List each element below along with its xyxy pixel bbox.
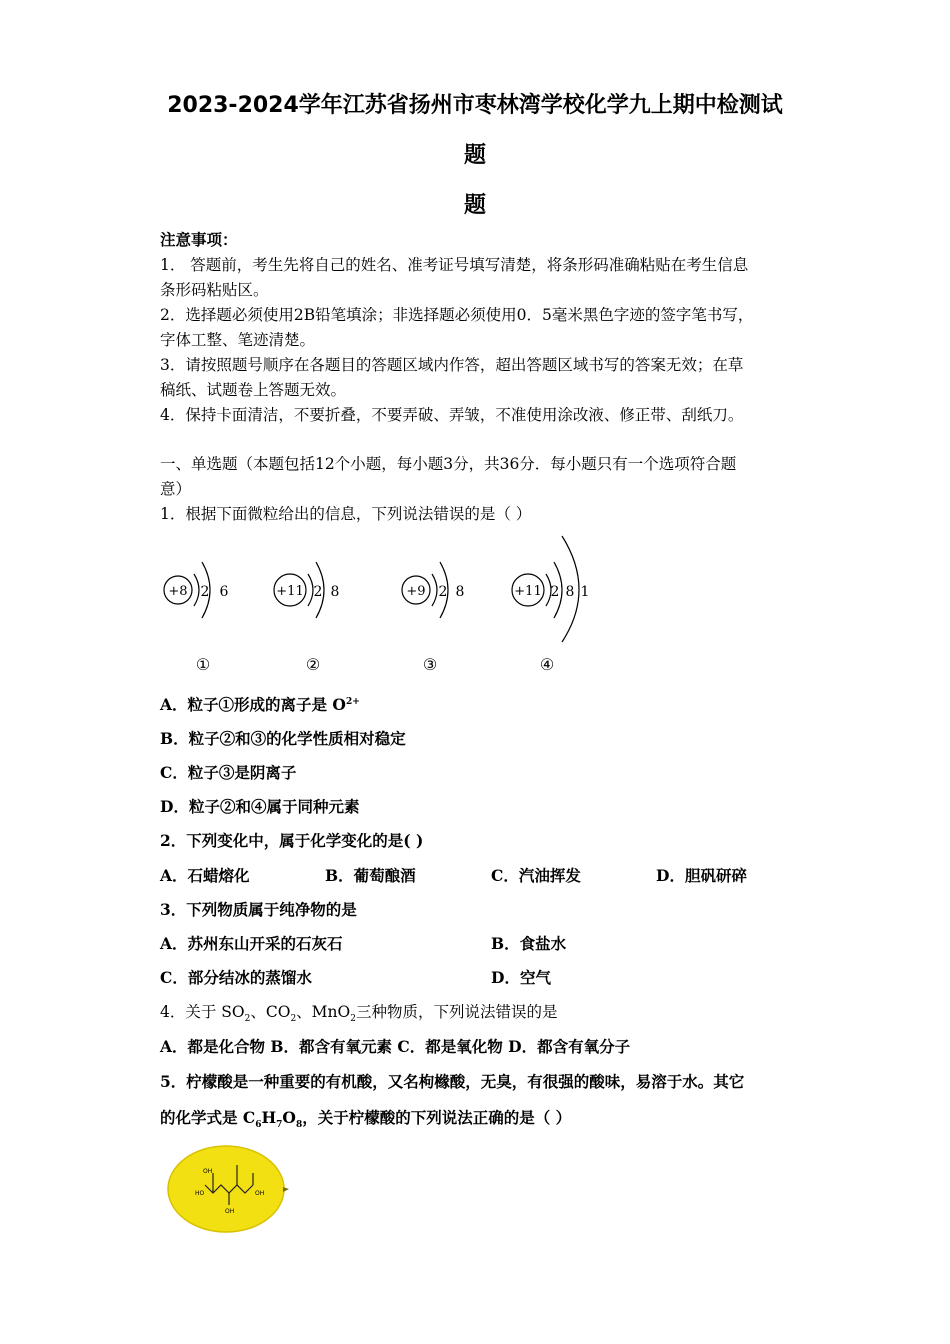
atom-label-1: ① [195,655,211,674]
q5-text: 的化学式是 C [160,1108,256,1127]
q2-option-d: D．胆矾研碎 [656,866,747,885]
shell-electrons: 2 [438,584,448,600]
question-5-stem: 5．柠檬酸是一种重要的有机酸，又名枸橼酸，无臭，有很强的酸味，易溶于水。其它 [160,1072,745,1091]
q4-options: A．都是化合物 B．都含有氧元素 C．都是氧化物 D．都含有氧分子 [160,1037,631,1056]
ion-charge: 2+ [345,696,360,707]
nucleus-charge: +11 [514,584,542,599]
page-title-line2: 题 [463,143,486,168]
atom-structure-2 [268,540,388,640]
shell-electrons: 8 [455,584,465,600]
question-3-stem: 3．下列物质属于纯净物的是 [160,900,357,919]
notice-line: 稿纸、试题卷上答题无效。 [160,381,347,399]
shell-electrons: 2 [200,584,210,600]
q3-option-d: D．空气 [491,968,551,987]
notice-line: 1． 答题前，考生先将自己的姓名、准考证号填写清楚，将条形码准确粘贴在考生信息 [160,256,749,274]
subscript: 2 [350,1014,356,1025]
structure-label: OH [225,1208,235,1215]
lemon-citric-acid-image [163,1143,293,1235]
notice-line: 条形码粘贴区。 [160,281,269,299]
section-header-cont: 意） [160,480,192,498]
q1-option-c: C．粒子③是阴离子 [160,763,297,782]
q5-text: ，关于柠檬酸的下列说法正确的是（ ） [302,1108,572,1127]
section-header: 一、单选题（本题包括12个小题，每小题3分，共36分．每小题只有一个选项符合题 [160,455,737,473]
structure-label: OH [203,1168,213,1175]
shell-electrons: 2 [313,584,323,600]
nucleus-charge: +9 [406,584,426,599]
question-1-stem: 1．根据下面微粒给出的信息，下列说法错误的是（ ） [160,505,532,523]
atom-structure-1 [158,540,278,640]
q1-option-d: D．粒子②和④属于同种元素 [160,797,360,816]
q5-text: H [261,1108,277,1127]
subscript: 2 [244,1014,251,1025]
nucleus-charge: +11 [276,584,304,599]
q3-option-a: A．苏州东山开采的石灰石 [160,934,343,953]
q4-text: 、MnO [296,1003,351,1021]
q1-option-a-text: A．粒子①形成的离子是 O [160,695,346,714]
q4-text: 4．关于 SO [160,1003,245,1021]
q2-option-c: C．汽油挥发 [491,866,581,885]
shell-electrons: 2 [550,584,560,600]
notice-line: 2．选择题必须使用2B铅笔填涂；非选择题必须使用0．5毫米黑色字迹的签字笔书写， [160,306,754,324]
q3-option-c: C．部分结冰的蒸馏水 [160,968,312,987]
shell-electrons: 6 [219,584,229,600]
structure-label: OH [255,1190,265,1197]
page-title-line3: 题 [463,193,486,218]
notice-line: 4．保持卡面清洁，不要折叠，不要弄破、弄皱，不准使用涂改液、修正带、刮纸刀。 [160,406,744,424]
question-2-stem: 2．下列变化中，属于化学变化的是( ) [160,831,424,850]
q5-text: O [282,1108,296,1127]
q4-text: 、CO [250,1003,291,1021]
question-5-stem-cont [160,1106,571,1130]
shell-electrons: 1 [580,584,590,600]
notice-heading: 注意事项： [160,230,238,249]
subscript: 8 [295,1120,303,1131]
atom-label-3: ③ [422,655,438,674]
lemon-body [168,1146,284,1232]
nucleus-charge: +8 [168,584,188,599]
lemon-tip [283,1187,289,1192]
atom-structure-3 [396,540,516,640]
shell-electrons: 8 [330,584,340,600]
q1-option-b: B．粒子②和③的化学性质相对稳定 [160,729,406,748]
shell-electrons: 8 [565,584,575,600]
question-4-stem [160,1000,557,1024]
notice-line: 字体工整、笔迹清楚。 [160,331,316,349]
q2-option-b: B．葡萄酿酒 [325,866,416,885]
structure-label: HO [195,1190,205,1197]
subscript: 6 [255,1120,262,1131]
q3-option-b: B．食盐水 [491,934,567,953]
atom-structure-4 [506,528,626,643]
subscript: 7 [276,1120,283,1131]
q4-text: 三种物质，下列说法错误的是 [355,1003,558,1021]
atom-label-2: ② [305,655,321,674]
q2-option-a: A．石蜡熔化 [160,866,250,885]
atom-label-4: ④ [539,655,555,674]
page-title-line1: 2023-2024学年江苏省扬州市枣林湾学校化学九上期中检测试 [167,93,783,118]
q1-option-a [160,693,360,715]
notice-line: 3．请按照题号顺序在各题目的答题区域内作答，超出答题区域书写的答案无效；在草 [160,356,744,374]
subscript: 2 [290,1014,297,1025]
